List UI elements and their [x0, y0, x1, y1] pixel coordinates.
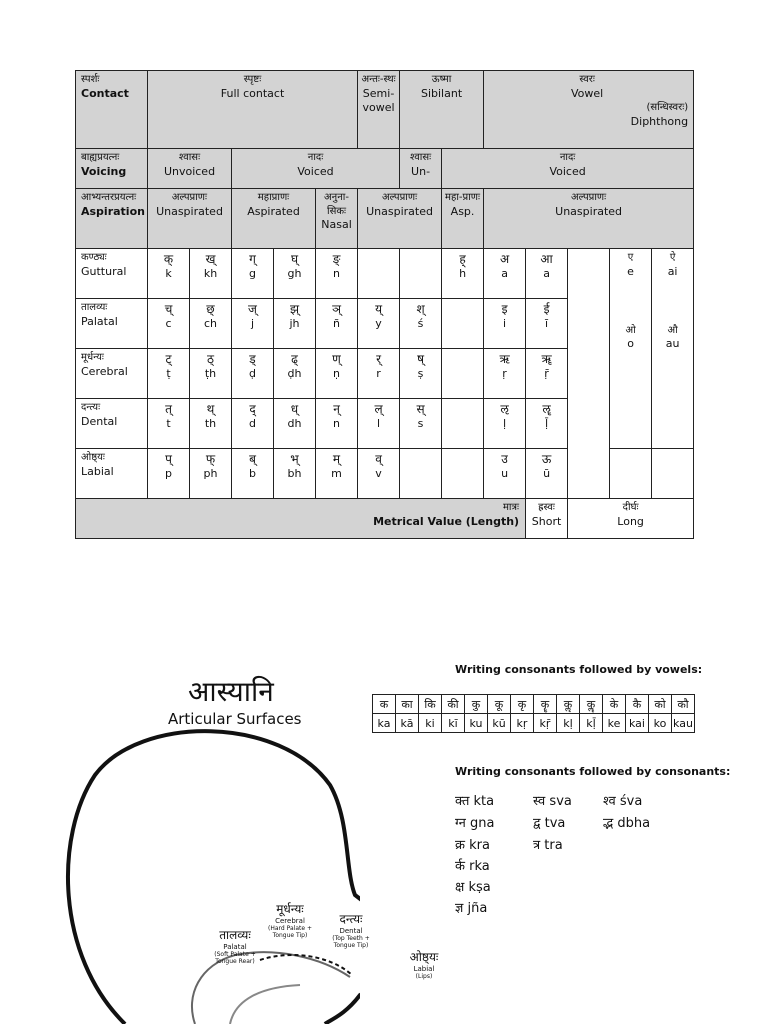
conjunct-item: श्व śva [603, 794, 643, 809]
writing-dev-cell: की [442, 695, 465, 714]
writing-rom-cell: ka [373, 714, 396, 733]
letter-cell: थ् th [190, 399, 232, 449]
article-title-dev: आस्यानि [188, 675, 274, 708]
letter-cell: ड् ḍ [232, 349, 274, 399]
aspirated-header: महाप्राणः Aspirated [232, 189, 316, 249]
letter-cell [442, 349, 484, 399]
letter-cell: इ i [484, 299, 526, 349]
letter-cell: ऊ ū [526, 449, 568, 499]
writing-rom-cell: kṝ [534, 714, 557, 733]
letter-cell: ग् g [232, 249, 274, 299]
letter-cell: ॠ ṝ [526, 349, 568, 399]
letter-cell: ज् j [232, 299, 274, 349]
voiced-header: नादः Voiced [232, 149, 400, 189]
unaspirated3-header: अल्पप्राणः Unaspirated [484, 189, 694, 249]
conjunct-item: स्व sva [533, 794, 572, 809]
letter-cell: ह् h [442, 249, 484, 299]
writing-dev-cell: क [373, 695, 396, 714]
empty-cell [610, 449, 652, 499]
article-title-en: Articular Surfaces [168, 710, 302, 728]
conjunct-item: क्त kta [455, 794, 495, 809]
diphthong-cell: ए e ओ o [610, 249, 652, 449]
letter-cell: च् c [148, 299, 190, 349]
letter-cell: ख् kh [190, 249, 232, 299]
letter-cell: क् k [148, 249, 190, 299]
letter-cell: फ् ph [190, 449, 232, 499]
letter-cell: ञ् ñ [316, 299, 358, 349]
letter-cell: म् m [316, 449, 358, 499]
letter-cell: श् ś [400, 299, 442, 349]
letter-cell [442, 449, 484, 499]
letter-cell: आ a [526, 249, 568, 299]
letter-cell: स् s [400, 399, 442, 449]
writing-rom-cell: kī [442, 714, 465, 733]
writing-dev-cell: को [649, 695, 672, 714]
letter-cell: र् r [358, 349, 400, 399]
voicing-label: बाह्यप्रयत्नः Voicing [76, 149, 148, 189]
row-label: तालव्यः Palatal [76, 299, 148, 349]
writing-dev-cell: कू [488, 695, 511, 714]
writing-dev-cell: कौ [672, 695, 695, 714]
arrow-cell [568, 249, 610, 499]
letter-cell: झ् jh [274, 299, 316, 349]
metrical-label: मात्रः Metrical Value (Length) [76, 499, 526, 539]
letter-cell: ई ī [526, 299, 568, 349]
letter-cell: य् y [358, 299, 400, 349]
conjunct-item: र्क rka [455, 859, 490, 874]
writing-dev-cell: कै [626, 695, 649, 714]
letter-cell: ब् b [232, 449, 274, 499]
writing-rom-cell: ku [465, 714, 488, 733]
unvoiced-header: श्वासः Unvoiced [148, 149, 232, 189]
writing-dev-cell: कु [465, 695, 488, 714]
letter-cell: ढ् ḍh [274, 349, 316, 399]
letter-cell: ल् l [358, 399, 400, 449]
contact-label: स्पर्शः Contact [76, 71, 148, 149]
letter-cell [400, 249, 442, 299]
semivowel-header: अन्तः-स्थः Semi-vowel [358, 71, 400, 149]
writing-dev-cell: कॢ [557, 695, 580, 714]
row-label: कण्ठ्यः Guttural [76, 249, 148, 299]
dental-label: दन्त्यः Dental (Top Teeth + Tongue Tip) [332, 912, 370, 949]
writing-vowels-table [372, 694, 695, 733]
letter-cell [400, 449, 442, 499]
writing-rom-cell: kṛ [511, 714, 534, 733]
row-label: मूर्धन्यः Cerebral [76, 349, 148, 399]
aspiration-label: आभ्यन्तरप्रयत्नः Aspiration [76, 189, 148, 249]
vowel-header: स्वरः Vowel (सन्धिस्वरः) Diphthong [484, 71, 694, 149]
writing-dev-cell: कि [419, 695, 442, 714]
conjunct-item: ग्न gna [455, 816, 495, 831]
letter-cell: द् d [232, 399, 274, 449]
letter-cell: ट् ṭ [148, 349, 190, 399]
letter-cell [442, 399, 484, 449]
conjunct-item: ज्ञ jña [455, 901, 488, 916]
letter-cell: त् t [148, 399, 190, 449]
writing-rom-cell: ke [603, 714, 626, 733]
row-label: दन्त्यः Dental [76, 399, 148, 449]
writing-dev-cell: का [396, 695, 419, 714]
letter-cell: न् n [316, 399, 358, 449]
letter-cell: उ u [484, 449, 526, 499]
letter-cell: घ् gh [274, 249, 316, 299]
writing-consonants-heading: Writing consonants followed by consonants: [455, 765, 731, 778]
writing-rom-cell: kḷ [557, 714, 580, 733]
conjunct-item: द्भ dbha [603, 816, 651, 831]
letter-cell: ण् ṇ [316, 349, 358, 399]
cerebral-label: मूर्धन्यः Cerebral (Hard Palate + Tongue Tip) [268, 902, 312, 939]
long-cell: दीर्घः Long [568, 499, 694, 539]
full-contact-header: स्पृष्टः Full contact [148, 71, 358, 149]
writing-dev-cell: कॄ [534, 695, 557, 714]
empty-cell [652, 449, 694, 499]
conjunct-item: क्र kra [455, 838, 490, 853]
writing-rom-cell: kū [488, 714, 511, 733]
letter-cell: ॡ ḹ [526, 399, 568, 449]
maha-prana-header: महा-प्राणः Asp. [442, 189, 484, 249]
palatal-label: तालव्यः Palatal (Soft Palate + Tongue Rear) [214, 928, 256, 965]
row-label: ओष्ठ्यः Labial [76, 449, 148, 499]
writing-rom-cell: kau [672, 714, 695, 733]
letter-cell: अ a [484, 249, 526, 299]
conjunct-item: क्ष kṣa [455, 880, 491, 895]
writing-dev-cell: के [603, 695, 626, 714]
voiced2-header: नादः Voiced [442, 149, 694, 189]
unvoiced2-header: श्वासः Un- [400, 149, 442, 189]
letter-cell: ऌ ḷ [484, 399, 526, 449]
writing-rom-cell: kḹ [580, 714, 603, 733]
letter-cell: ष् ṣ [400, 349, 442, 399]
nasal-header: अनुना-सिकः Nasal [316, 189, 358, 249]
short-cell: ह्रस्वः Short [526, 499, 568, 539]
letter-cell [442, 299, 484, 349]
letter-cell: छ् ch [190, 299, 232, 349]
writing-rom-cell: ko [649, 714, 672, 733]
diphthong-cell: ऐ ai औ au [652, 249, 694, 449]
articulation-chart [75, 70, 694, 539]
conjunct-item: द्व tva [533, 816, 566, 831]
writing-rom-cell: ki [419, 714, 442, 733]
writing-dev-cell: कॣ [580, 695, 603, 714]
writing-rom-cell: kā [396, 714, 419, 733]
letter-cell [358, 249, 400, 299]
unaspirated2-header: अल्पप्राणः Unaspirated [358, 189, 442, 249]
letter-cell: ऋ ṛ [484, 349, 526, 399]
head-diagram [0, 715, 360, 1024]
letter-cell: ठ् ṭh [190, 349, 232, 399]
letter-cell: भ् bh [274, 449, 316, 499]
letter-cell: प् p [148, 449, 190, 499]
letter-cell: ध् dh [274, 399, 316, 449]
writing-dev-cell: कृ [511, 695, 534, 714]
sibilant-header: ऊष्मा Sibilant [400, 71, 484, 149]
unaspirated-header: अल्पप्राणः Unaspirated [148, 189, 232, 249]
labial-label: ओष्ठ्यः Labial (Lips) [409, 950, 439, 980]
writing-rom-cell: kai [626, 714, 649, 733]
letter-cell: व् v [358, 449, 400, 499]
letter-cell: ङ् n [316, 249, 358, 299]
conjunct-item: त्र tra [533, 838, 563, 853]
writing-vowels-heading: Writing consonants followed by vowels: [455, 663, 703, 676]
